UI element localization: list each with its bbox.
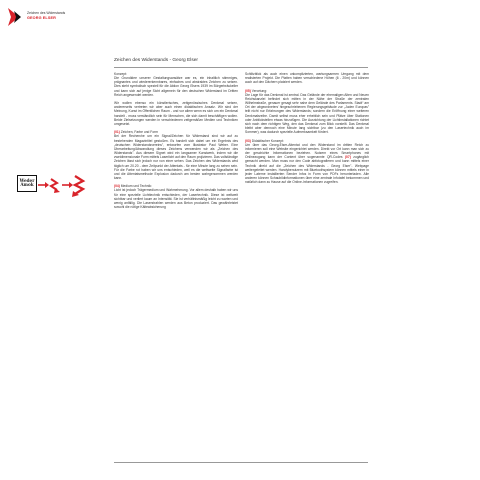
section-04-title: Medium und Technik:: [120, 184, 152, 189]
section-03: [245, 139, 369, 185]
zigzag-arrows-icon: [38, 170, 98, 200]
section-04-number: (04): [114, 184, 120, 189]
brand-arrow-icon: [6, 6, 28, 28]
section-04: [114, 184, 238, 209]
concept-text: Die Grundidee unserer Gestaltungsansätze war es, ein inhaltlich stimmiges, prägnantes und wiedererkennbares, einfaches und abstraktes Zeichen zu setzen. Dies steht symbolisch speziell für die Aktion Georg Elsers 1939 im Bürgerbräukeller und kann sich auf jenige Sicht allgemein für den deutschen Widerstand im Dritten Reich angewendet werden.: [114, 76, 238, 97]
section-05-number: (05): [245, 88, 251, 93]
section-03-number: (03): [245, 138, 251, 143]
document-title: Zeichen des Widerstands - Georg Elser: [114, 58, 198, 63]
section-01-text: Bei der Recherche um ein Signal/Zeichen für Widerstand sind wir auf zu bestehenden Magazintitel gestoßen. Es handelt sich dabei um ein Ergebnis des „deutschen Widerstandsvereins", entworfen vom Illustrator Paul Weber. Eine Überarbeitung/Abwandlung dieses Zeichens verwenden wir als „Zeichen des Widerstands". Aus diesem Signet wird ein langsamer Kunstwerk, indem wir die zweidimensionale Form mittels Laserlicht auf den Raum projizieren. Das vollständige Zeichen lässt sich jedoch nur von einer sehen. Das Zeichen des Widerstands wird täglich um 20.20 - dem Zeitpunkt der Attentats - für eine Minute lang zu sehen sein. Für die Farbe rot haben wir uns entschieden, weil es die weltweite Signalfarbe ist und die Attentatsmethode Explosion dadurch am besten wahrgenommen werden kann.: [114, 134, 238, 180]
concept-heading: Konzept:: [114, 72, 128, 76]
section-01-title: Zeichen, Farbe und Form: [120, 130, 158, 135]
section-03-title: Didaktischer Konzept:: [251, 138, 284, 143]
section-05-text: Die Lage für das Denkmal ist zentral. Das Gelände der ehemaligen Alten und Neuen Reichskanzlei befindet sich mitten in der Nähe der Straße der zentralen Wilhelmstraße, genauer gesagt sehr nahe dem Gelände des Parlaments. Stadt“ am Ort der abgeordneten/ hingeschriebenen Regierungsgebäude zur „Juden Europas" teilt nicht nur Erfahrungen des Widerstands; sondern die Eröffnung einer weiteren Denkmalsreihe. Damit selbst muss eher erheblich sein und Plätze über Stationen oder Anblickstellen etwas hinzufügen. Die Ausrichtung der Lichtinstallationen richtet sich nach dem richtigen Weg, den das Denkmal zum Blick vorstellt. Das Denkmal bleibt aber dennoch eine Minute lang sichtbar (zu den Lasertechnik auch im Sommer), was dadurch spezielle Aufmerksamkeit fördert.: [245, 92, 369, 135]
continued-text: Schlitzblick als auch einen unkomplizierten, wartungsarmen Umgang mit dem realisierten Projekt. Die Platten haben verschiedene Höhen (6 - 20m) und können auch auf den Dächern platziert werden.: [245, 72, 369, 85]
section-03-text: Um über das Georg-Elser-Attentat und den Widerstand im dritten Reich zu informieren soll eine Website eingerichtet werden. Direkt vor Ort kann man sich zu der geschichte Informationen beziehen. Nutzern eines Smartphones mit Onlinezugang kann der Content über sogenannte QR-Codes: [245, 142, 369, 160]
concept-text-2: Wir wollen ebenso ein künstlerisches, zeitgenössisches Denkmal setzen, andererseits vertreten wir aber auch einen didaktischen Ansatz. Wir sind der Meinung, Kunst im Öffentlichen Raum - und vor allem wenn es sich um ein Denkmal handelt - muss verständlich sein für Menschen, die sich damit beschäftigen wollen. Beide Zielsetzungen werden in verschiedenen zeitgemäßen Medien und Techniken umgesetzt.: [114, 101, 238, 126]
bottom-divider: [114, 462, 368, 463]
title-divider: [114, 67, 368, 68]
brand-logo: [6, 6, 86, 28]
section-03-text-continued: zugänglich gemacht werden. Man muss nur den Code abfotografieren und kann mittels einer Technik direkt auf die „Zeichen des Widerstands - Georg Elser"- Webpage weitergeleitet werden. Handybenutzern mit Bluetoothsystem können mittels einer in jeder Laterne installierten Sender Infos in Form von PDFs herunterladen. Alle anderen können Schaubildinformationen über eine zentrale Infotafel bekommen und natürlich dann zu Hause auf die Online-Informationen zugreifen.: [245, 155, 369, 185]
left-column: [114, 72, 238, 213]
stamp-line-2: Amok: [20, 182, 34, 188]
section-05: [245, 89, 369, 135]
weder-amok-stamp: [17, 175, 37, 192]
brand-name: GEORG ELSER: [27, 15, 56, 20]
section-01: [114, 130, 238, 180]
concept-section: [114, 72, 238, 97]
right-column: [245, 72, 369, 188]
section-05-title: Verortung:: [251, 88, 268, 93]
section-04-text: Licht ist jedoch Trägermedium und Wahrnehmung. Vor allem deshalb haben wir uns für eine spezielle Lichttechnik entschieden, der Lasertechnik. Diese ist weltweit sichtbar und verliert kaum an Intensität. Sie ist verhältnismäßig leicht zu warten und wenig anfällig. Die Laserstrahlen werden aus Beton produziert. Das gewährleistet sowohl die nötige Kälteabsicherung: [114, 188, 238, 210]
section-01-number: (01): [114, 130, 120, 135]
brand-subtitle: Zeichen des Widerstands: [27, 11, 66, 15]
section-07-reference: (07): [344, 155, 351, 160]
stamp-line-1: Weder: [19, 177, 35, 183]
